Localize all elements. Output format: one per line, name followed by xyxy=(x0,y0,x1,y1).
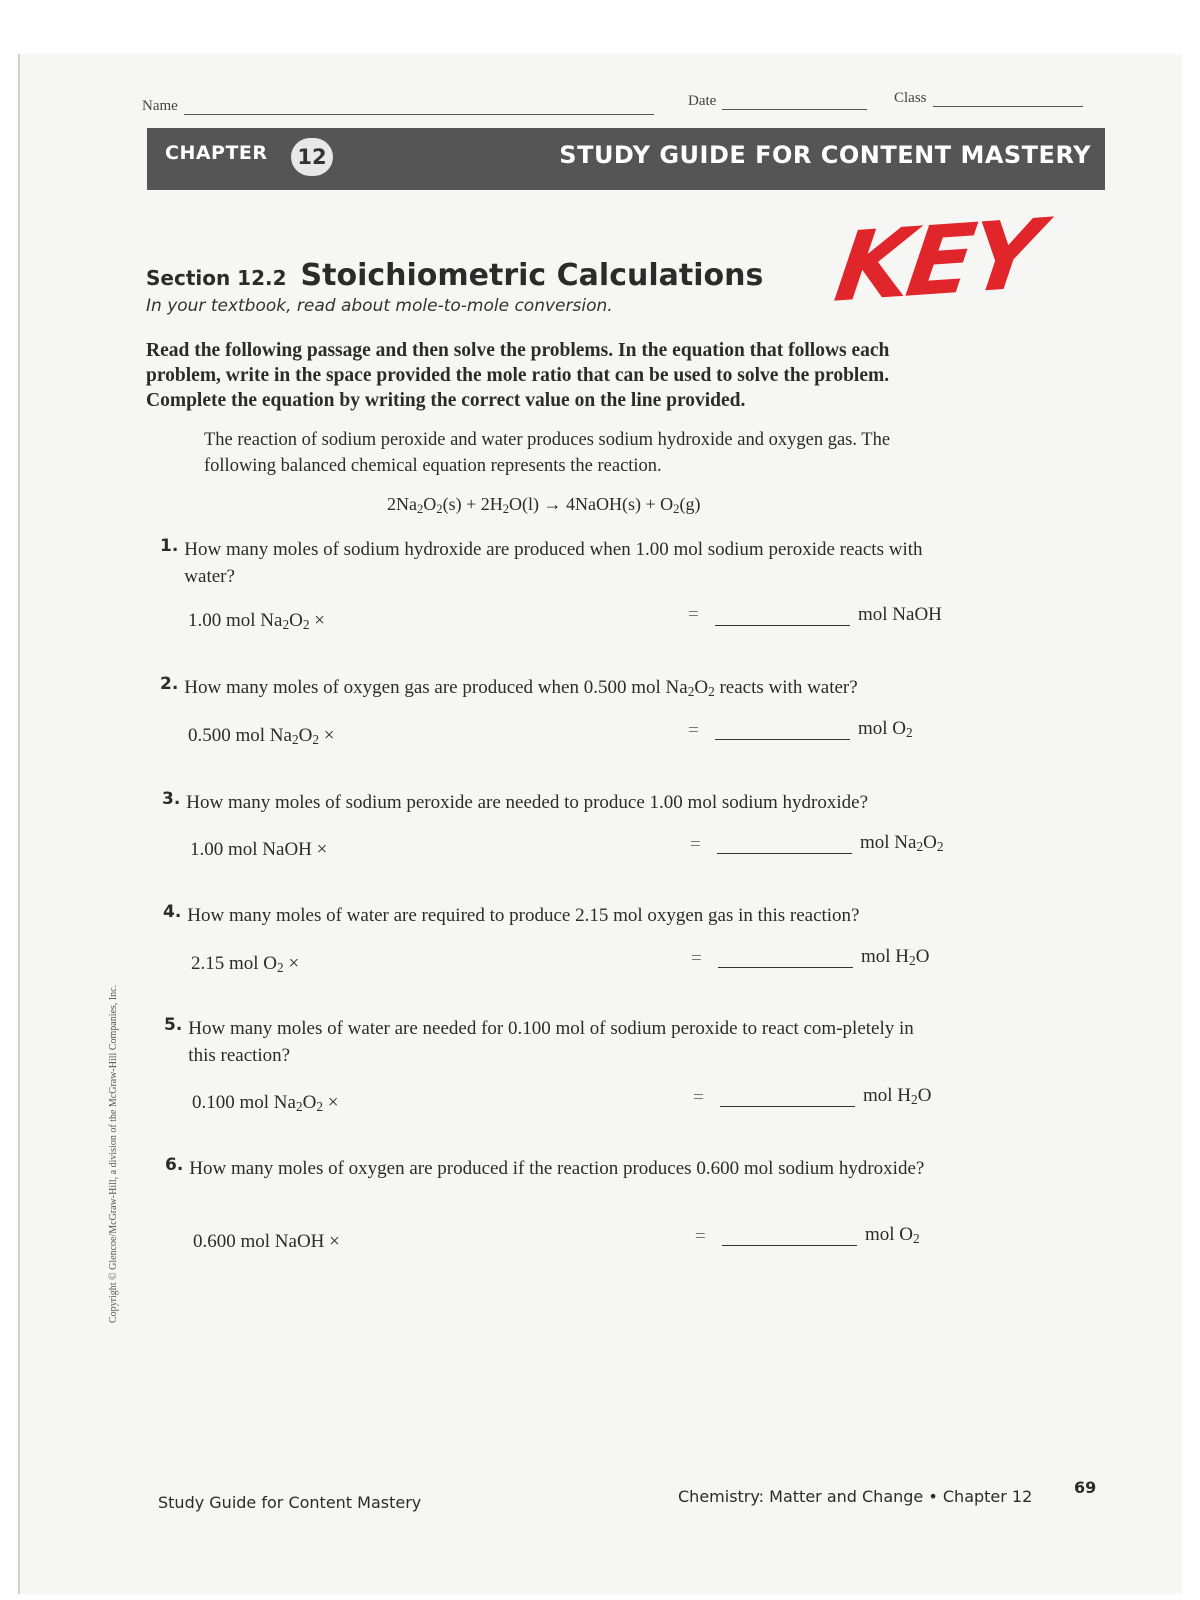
question-2 xyxy=(160,674,964,701)
answer-unit: mol $H_2O$ xyxy=(863,1085,932,1107)
given-quantity: 0.500 mol $Na_2O_2$ × xyxy=(188,725,335,747)
chapter-banner xyxy=(147,128,1105,190)
date-field xyxy=(688,93,867,110)
equals-sign: = xyxy=(691,948,702,969)
section-subtitle: In your textbook, read about mole-to-mole conversion. xyxy=(146,296,613,316)
question-5 xyxy=(164,1015,933,1069)
equals-sign: = xyxy=(688,720,699,741)
banner-title: STUDY GUIDE FOR CONTENT MASTERY xyxy=(559,141,1091,169)
class-field xyxy=(894,90,1083,107)
question-text: How many moles of oxygen gas are produced when 0.500 mol $Na_2O_2$ reacts with water? xyxy=(184,677,858,699)
equals-sign: = xyxy=(688,604,699,625)
answer-unit: mol $O_2$ xyxy=(865,1224,920,1246)
section-title: Stoichiometric Calculations xyxy=(300,258,764,293)
answer-blank[interactable] xyxy=(715,624,850,626)
answer-unit: mol NaOH xyxy=(858,604,942,625)
question-4 xyxy=(163,902,967,929)
question-text: How many moles of sodium peroxide are needed to produce 1.00 mol sodium hydroxide? xyxy=(186,792,869,813)
instructions: Read the following passage and then solve the problems. In the equation that follows each problem, write in the space provided the mole ratio that can be used to solve the problem. Complete the equation by writing the correct value on the line provided. xyxy=(146,340,890,411)
chapter-number-badge: 12 xyxy=(291,138,333,176)
balanced-equation: $2Na_2O_2(s) + 2H_2O(l)$ → 4NaOH(s) + $O_2(g)$ xyxy=(387,494,701,516)
question-number: 3. xyxy=(162,789,181,809)
class-line xyxy=(933,105,1083,107)
answer-unit: mol $Na_2O_2$ xyxy=(860,832,944,854)
question-number: 5. xyxy=(164,1015,183,1035)
equals-sign: = xyxy=(690,834,701,855)
footer-left: Study Guide for Content Mastery xyxy=(158,1493,422,1512)
equals-sign: = xyxy=(695,1226,706,1247)
question-text: How many moles of water are required to produce 2.15 mol oxygen gas in this reaction? xyxy=(187,905,860,926)
answer-blank[interactable] xyxy=(720,1105,855,1107)
handwritten-key-annotation: KEY xyxy=(828,198,1045,324)
answer-unit: mol $O_2$ xyxy=(858,718,913,740)
question-text: How many moles of water are needed for 0.100 mol of sodium peroxide to react com-pletely in this reaction? xyxy=(188,1018,914,1066)
section-label: Section 12.2 xyxy=(146,266,287,290)
equals-sign: = xyxy=(693,1087,704,1108)
name-line xyxy=(184,113,654,115)
section-heading xyxy=(146,258,763,293)
answer-blank[interactable] xyxy=(715,738,850,740)
name-label: Name xyxy=(142,98,178,114)
copyright-notice: Copyright © Glencoe/McGraw-Hill, a division of the McGraw-Hill Companies, Inc. xyxy=(108,984,119,1323)
given-quantity: 2.15 mol $O_2$ × xyxy=(191,953,300,975)
question-number: 1. xyxy=(160,536,179,556)
answer-blank[interactable] xyxy=(717,852,852,854)
passage: The reaction of sodium peroxide and water produces sodium hydroxide and oxygen gas. The following balanced chemical equation represents the reaction. xyxy=(204,430,891,476)
question-3 xyxy=(162,789,976,816)
answer-unit: mol $H_2O$ xyxy=(861,946,930,968)
question-text: How many moles of oxygen are produced if the reaction produces 0.600 mol sodium hydroxide? xyxy=(189,1158,925,1179)
question-6 xyxy=(165,1155,929,1182)
given-quantity: 0.100 mol $Na_2O_2$ × xyxy=(192,1092,339,1114)
page-number: 69 xyxy=(1074,1478,1097,1497)
date-label: Date xyxy=(688,93,717,109)
question-number: 2. xyxy=(160,674,179,694)
chapter-label: CHAPTER xyxy=(165,142,268,164)
answer-blank[interactable] xyxy=(718,966,853,968)
given-quantity: 1.00 mol NaOH × xyxy=(190,839,328,860)
question-1 xyxy=(160,536,924,590)
footer-right: Chemistry: Matter and Change • Chapter 12 xyxy=(678,1487,1033,1506)
given-quantity: 0.600 mol NaOH × xyxy=(193,1231,340,1252)
question-number: 4. xyxy=(163,902,182,922)
answer-blank[interactable] xyxy=(722,1244,857,1246)
class-label: Class xyxy=(894,90,927,106)
question-text: How many moles of sodium hydroxide are produced when 1.00 mol sodium peroxide reacts with water? xyxy=(184,539,923,587)
date-line xyxy=(722,108,867,110)
question-number: 6. xyxy=(165,1155,184,1175)
given-quantity: 1.00 mol $Na_2O_2$ × xyxy=(188,610,325,632)
name-field xyxy=(142,98,654,115)
